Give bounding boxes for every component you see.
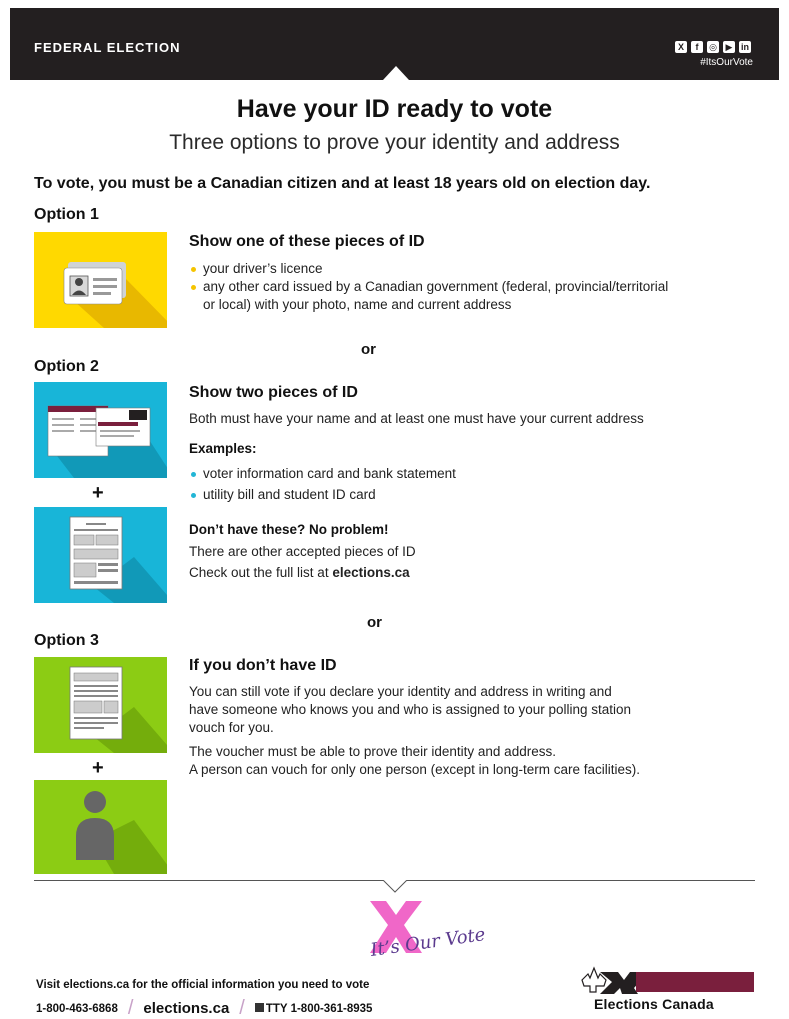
option2-list (189, 465, 456, 504)
header-notch (383, 66, 409, 80)
tty-icon (255, 1003, 264, 1012)
text-line: vouch for you. (189, 720, 274, 735)
option3-heading: If you don’t have ID (189, 657, 337, 674)
divider-notch (383, 880, 407, 894)
phone-number[interactable]: 1-800-463-6868 (36, 1002, 118, 1015)
footer-contact (36, 997, 372, 1019)
option3-para1 (189, 683, 631, 737)
agency-name: Elections Canada (594, 996, 714, 1012)
text-line: have someone who knows you and who is assigned to your polling station (189, 702, 632, 717)
campaign-logo-text: It’s Our Vote (369, 924, 487, 961)
text-line: You can still vote if you declare your identity and address in writing and (189, 684, 612, 699)
list-item: voter information card and bank statement (189, 465, 456, 483)
list-item: utility bill and student ID card (189, 486, 456, 504)
separator: / (127, 997, 134, 1019)
website-link[interactable]: elections.ca (143, 1000, 230, 1017)
hashtag: #ItsOurVote (700, 57, 753, 68)
option1-label: Option 1 (34, 206, 99, 223)
no-problem-heading: Don’t have these? No problem! (189, 522, 389, 537)
option1-heading: Show one of these pieces of ID (189, 233, 425, 250)
page-title: Have your ID ready to vote (236, 95, 553, 123)
option2-description: Both must have your name and at least one must have your current address (189, 411, 644, 426)
footer-visit-text: Visit elections.ca for the official information you need to vote (36, 979, 370, 991)
text-line: A person can vouch for only one person (except in long-term care facilities). (189, 762, 640, 777)
eligibility-statement: To vote, you must be a Canadian citizen and at least 18 years old on election day. (34, 175, 651, 192)
list-item-continuation: or local) with your photo, name and current address (203, 297, 512, 312)
header-label: FEDERAL ELECTION (34, 40, 181, 55)
plus-sign: + (92, 482, 104, 504)
linkedin-icon[interactable]: in (741, 42, 749, 52)
option1-list (189, 260, 668, 296)
person-icon (34, 780, 167, 874)
check-list-text (189, 564, 410, 582)
other-ids-text: There are other accepted pieces of ID (189, 544, 416, 559)
option3-label: Option 3 (34, 632, 99, 649)
elections-link[interactable]: elections.ca (332, 565, 410, 580)
list-item: any other card issued by a Canadian government (federal, provincial/territorial (189, 278, 668, 296)
x-icon[interactable]: X (675, 41, 687, 53)
option2-label: Option 2 (34, 358, 99, 375)
social-icons (675, 41, 751, 53)
separator: / (239, 997, 245, 1019)
check-prefix: Check out the full list at (189, 565, 333, 580)
tty-number[interactable]: TTY 1-800-361-8935 (265, 1002, 373, 1015)
tty-info (255, 1003, 373, 1015)
text-line: The voucher must be able to prove their identity and address. (189, 744, 556, 759)
page-subtitle: Three options to prove your identity and address (169, 131, 620, 154)
voter-card-icon (34, 382, 167, 478)
option2-heading: Show two pieces of ID (189, 384, 358, 401)
list-item: your driver’s licence (189, 260, 668, 278)
declaration-form-icon (34, 657, 167, 753)
examples-label: Examples: (189, 441, 257, 456)
instagram-icon[interactable]: ◎ (707, 41, 719, 53)
facebook-icon[interactable]: f (691, 41, 703, 53)
id-card-icon (34, 232, 167, 328)
youtube-icon[interactable]: ▶ (723, 41, 735, 53)
option3-para2 (189, 743, 640, 779)
or-separator: or (361, 341, 376, 358)
or-separator: or (367, 614, 382, 631)
plus-sign: + (92, 757, 104, 779)
document-icon (34, 507, 167, 603)
